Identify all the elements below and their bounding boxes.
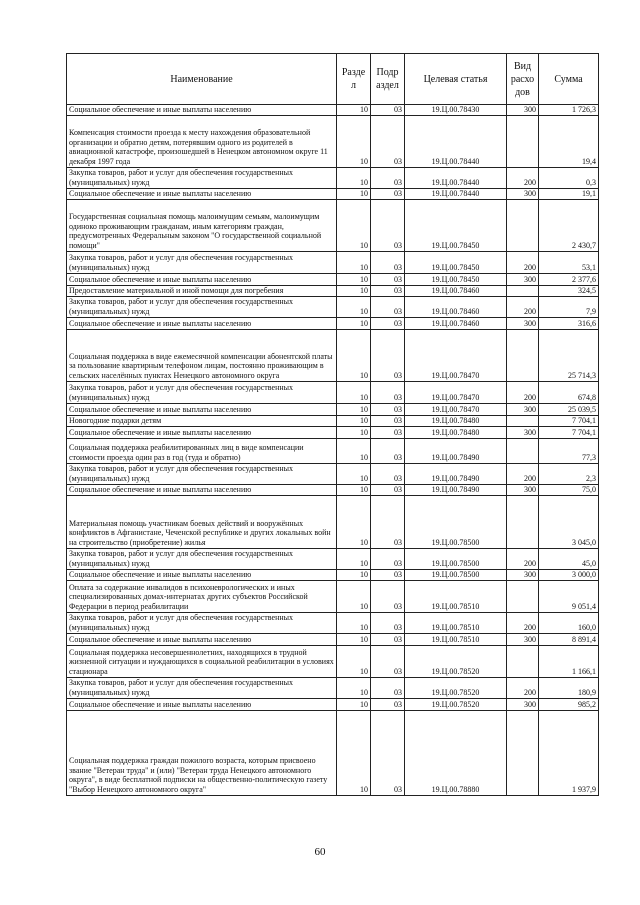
row-section: 10 [337, 580, 371, 612]
table-row [67, 612, 599, 633]
row-target-article: 19.Ц.00.78500 [405, 569, 507, 580]
row-target-article: 19.Ц.00.78520 [405, 698, 507, 710]
row-target-article: 19.Ц.00.78450 [405, 251, 507, 273]
table-row [67, 426, 599, 438]
row-expense-type: 300 [507, 426, 539, 438]
row-expense-type: 300 [507, 569, 539, 580]
row-amount: 985,2 [539, 698, 599, 710]
row-subsection: 03 [371, 317, 405, 329]
row-expense-type: 200 [507, 381, 539, 403]
table-row [67, 677, 599, 698]
row-amount: 324,5 [539, 285, 599, 296]
row-expense-type [507, 285, 539, 296]
row-expense-type [507, 115, 539, 167]
row-expense-type: 300 [507, 698, 539, 710]
row-amount: 9 051,4 [539, 580, 599, 612]
row-name: Закупка товаров, работ и услуг для обеспечения государственных (муниципальных) нужд [67, 296, 337, 317]
row-target-article: 19.Ц.00.78500 [405, 495, 507, 548]
row-section: 10 [337, 199, 371, 251]
row-name: Социальное обеспечение и иные выплаты населению [67, 188, 337, 199]
row-amount: 3 045,0 [539, 495, 599, 548]
header-amount: Сумма [539, 54, 599, 105]
row-target-article: 19.Ц.00.78520 [405, 677, 507, 698]
table-row [67, 296, 599, 317]
row-amount: 19,4 [539, 115, 599, 167]
row-amount: 8 891,4 [539, 633, 599, 645]
row-name: Новогодние подарки детям [67, 415, 337, 426]
row-expense-type: 200 [507, 463, 539, 484]
table-row [67, 188, 599, 199]
row-section: 10 [337, 426, 371, 438]
row-amount: 1 166,1 [539, 645, 599, 677]
row-section: 10 [337, 698, 371, 710]
row-name: Закупка товаров, работ и услуг для обеспечения государственных (муниципальных) нужд [67, 612, 337, 633]
table-row [67, 548, 599, 569]
table-row [67, 273, 599, 285]
row-section: 10 [337, 285, 371, 296]
row-subsection: 03 [371, 273, 405, 285]
row-subsection: 03 [371, 580, 405, 612]
row-name: Оплата за содержание инвалидов в психоневрологических и иных специализированных домах-интернатах других субъектов Российской Федерации в период реабилитации [67, 580, 337, 612]
row-target-article: 19.Ц.00.78510 [405, 633, 507, 645]
row-name: Государственная социальная помощь малоимущим семьям, малоимущим одиноко проживающим гражданам, иным категориям граждан, предусмотренных Федеральным законом "О государственной социальной помощи" [67, 199, 337, 251]
row-amount: 316,6 [539, 317, 599, 329]
row-subsection: 03 [371, 645, 405, 677]
row-target-article: 19.Ц.00.78470 [405, 403, 507, 415]
row-target-article: 19.Ц.00.78490 [405, 438, 507, 463]
table-row [67, 251, 599, 273]
row-name: Закупка товаров, работ и услуг для обеспечения государственных (муниципальных) нужд [67, 381, 337, 403]
row-section: 10 [337, 484, 371, 495]
row-expense-type: 300 [507, 273, 539, 285]
table-row [67, 633, 599, 645]
row-expense-type [507, 199, 539, 251]
row-target-article: 19.Ц.00.78520 [405, 645, 507, 677]
row-amount: 3 000,0 [539, 569, 599, 580]
row-section: 10 [337, 296, 371, 317]
row-section: 10 [337, 438, 371, 463]
row-expense-type: 200 [507, 548, 539, 569]
row-name: Материальная помощь участникам боевых действий и вооружённых конфликтов в Афганистане, Чеченской республике и других локальных войн на строительство (приобретение) жилья [67, 495, 337, 548]
row-amount: 180,9 [539, 677, 599, 698]
row-section: 10 [337, 251, 371, 273]
row-subsection: 03 [371, 633, 405, 645]
table-row [67, 199, 599, 251]
row-expense-type: 200 [507, 677, 539, 698]
row-amount: 2,3 [539, 463, 599, 484]
page-number: 60 [314, 846, 326, 858]
row-target-article: 19.Ц.00.78500 [405, 548, 507, 569]
row-name: Социальное обеспечение и иные выплаты населению [67, 426, 337, 438]
row-target-article: 19.Ц.00.78460 [405, 317, 507, 329]
table-row [67, 710, 599, 795]
row-subsection: 03 [371, 105, 405, 116]
row-section: 10 [337, 710, 371, 795]
row-name: Социальное обеспечение и иные выплаты населению [67, 317, 337, 329]
row-subsection: 03 [371, 403, 405, 415]
row-target-article: 19.Ц.00.78440 [405, 188, 507, 199]
row-subsection: 03 [371, 569, 405, 580]
row-subsection: 03 [371, 329, 405, 381]
table-row [67, 645, 599, 677]
table-row [67, 403, 599, 415]
header-target-article: Целевая статья [405, 54, 507, 105]
row-name: Компенсация стоимости проезда к месту нахождения образовательной организации и обратно детям, потерявшим одного из родителей в авиационной катастрофе, произошедшей в Ненецком автономном округе 11 декабря 1997 года [67, 115, 337, 167]
row-expense-type [507, 580, 539, 612]
row-target-article: 19.Ц.00.78450 [405, 199, 507, 251]
table-row [67, 484, 599, 495]
row-subsection: 03 [371, 463, 405, 484]
table-row [67, 167, 599, 188]
row-section: 10 [337, 463, 371, 484]
row-expense-type [507, 438, 539, 463]
row-section: 10 [337, 317, 371, 329]
row-name: Социальная поддержка в виде ежемесячной компенсации абонентской платы за пользование квартирным телефоном лицам, постоянно проживающим в сельских населённых пунктах Ненецкого автономного округа [67, 329, 337, 381]
row-amount: 25 714,3 [539, 329, 599, 381]
row-amount: 25 039,5 [539, 403, 599, 415]
row-subsection: 03 [371, 438, 405, 463]
row-expense-type [507, 329, 539, 381]
row-subsection: 03 [371, 495, 405, 548]
row-subsection: 03 [371, 710, 405, 795]
row-name: Закупка товаров, работ и услуг для обеспечения государственных (муниципальных) нужд [67, 167, 337, 188]
row-amount: 2 377,6 [539, 273, 599, 285]
row-amount: 7,9 [539, 296, 599, 317]
row-name: Социальное обеспечение и иные выплаты населению [67, 484, 337, 495]
row-target-article: 19.Ц.00.78480 [405, 426, 507, 438]
row-name: Социальное обеспечение и иные выплаты населению [67, 403, 337, 415]
table-body [67, 105, 599, 796]
row-target-article: 19.Ц.00.78480 [405, 415, 507, 426]
row-name: Предоставление материальной и иной помощи для погребения [67, 285, 337, 296]
row-amount: 1 937,9 [539, 710, 599, 795]
row-amount: 7 704,1 [539, 415, 599, 426]
row-target-article: 19.Ц.00.78440 [405, 115, 507, 167]
row-expense-type: 200 [507, 251, 539, 273]
row-expense-type: 300 [507, 403, 539, 415]
row-target-article: 19.Ц.00.78490 [405, 463, 507, 484]
row-name: Социальное обеспечение и иные выплаты населению [67, 105, 337, 116]
table-row [67, 569, 599, 580]
header-expense-type: Вид расхо дов [507, 54, 539, 105]
row-expense-type [507, 415, 539, 426]
row-target-article: 19.Ц.00.78510 [405, 580, 507, 612]
row-section: 10 [337, 381, 371, 403]
row-expense-type: 300 [507, 633, 539, 645]
table-row [67, 381, 599, 403]
row-amount: 7 704,1 [539, 426, 599, 438]
row-subsection: 03 [371, 285, 405, 296]
row-target-article: 19.Ц.00.78880 [405, 710, 507, 795]
row-section: 10 [337, 569, 371, 580]
row-section: 10 [337, 645, 371, 677]
row-amount: 75,0 [539, 484, 599, 495]
table-row [67, 463, 599, 484]
row-section: 10 [337, 188, 371, 199]
row-expense-type: 300 [507, 317, 539, 329]
row-name: Социальная поддержка граждан пожилого возраста, которым присвоено звание "Ветеран труда" и (или) "Ветеран труда Ненецкого автономного округа", в виде бесплатной подписки на общественно-политическую газету "Выбор Ненецкого автономного округа" [67, 710, 337, 795]
row-subsection: 03 [371, 199, 405, 251]
row-name: Закупка товаров, работ и услуг для обеспечения государственных (муниципальных) нужд [67, 677, 337, 698]
row-amount: 0,3 [539, 167, 599, 188]
row-name: Закупка товаров, работ и услуг для обеспечения государственных (муниципальных) нужд [67, 548, 337, 569]
row-subsection: 03 [371, 251, 405, 273]
row-amount: 674,8 [539, 381, 599, 403]
row-subsection: 03 [371, 115, 405, 167]
row-subsection: 03 [371, 296, 405, 317]
row-amount: 1 726,3 [539, 105, 599, 116]
table-row [67, 329, 599, 381]
row-target-article: 19.Ц.00.78470 [405, 329, 507, 381]
row-target-article: 19.Ц.00.78440 [405, 167, 507, 188]
row-amount: 45,0 [539, 548, 599, 569]
row-subsection: 03 [371, 381, 405, 403]
row-expense-type: 200 [507, 296, 539, 317]
row-target-article: 19.Ц.00.78490 [405, 484, 507, 495]
row-target-article: 19.Ц.00.78460 [405, 296, 507, 317]
row-name: Закупка товаров, работ и услуг для обеспечения государственных (муниципальных) нужд [67, 463, 337, 484]
row-section: 10 [337, 329, 371, 381]
table-header-row [67, 54, 599, 105]
row-expense-type: 300 [507, 105, 539, 116]
table-row [67, 285, 599, 296]
table-row [67, 698, 599, 710]
table-row [67, 438, 599, 463]
row-subsection: 03 [371, 426, 405, 438]
row-target-article: 19.Ц.00.78450 [405, 273, 507, 285]
row-section: 10 [337, 612, 371, 633]
row-target-article: 19.Ц.00.78460 [405, 285, 507, 296]
row-target-article: 19.Ц.00.78510 [405, 612, 507, 633]
row-subsection: 03 [371, 677, 405, 698]
row-section: 10 [337, 495, 371, 548]
row-section: 10 [337, 167, 371, 188]
row-section: 10 [337, 633, 371, 645]
table-row [67, 415, 599, 426]
row-section: 10 [337, 548, 371, 569]
budget-table [66, 53, 599, 796]
row-section: 10 [337, 273, 371, 285]
table-row [67, 317, 599, 329]
row-section: 10 [337, 115, 371, 167]
row-target-article: 19.Ц.00.78470 [405, 381, 507, 403]
row-subsection: 03 [371, 167, 405, 188]
row-name: Социальная поддержка реабилитированных лиц в виде компенсации стоимости проезда один раз в год (туда и обратно) [67, 438, 337, 463]
row-expense-type [507, 495, 539, 548]
row-expense-type [507, 645, 539, 677]
row-subsection: 03 [371, 484, 405, 495]
table-row [67, 580, 599, 612]
row-expense-type: 200 [507, 612, 539, 633]
table-row [67, 495, 599, 548]
header-name: Наименование [67, 54, 337, 105]
row-expense-type [507, 710, 539, 795]
row-amount: 19,1 [539, 188, 599, 199]
table-row [67, 115, 599, 167]
row-expense-type: 300 [507, 484, 539, 495]
row-target-article: 19.Ц.00.78430 [405, 105, 507, 116]
row-name: Социальная поддержка несовершеннолетних, находящихся в трудной жизненной ситуации и нуждающихся в социальной реабилитации в условиях стационара [67, 645, 337, 677]
row-section: 10 [337, 677, 371, 698]
row-amount: 160,0 [539, 612, 599, 633]
row-expense-type: 300 [507, 188, 539, 199]
row-section: 10 [337, 105, 371, 116]
row-expense-type: 200 [507, 167, 539, 188]
row-section: 10 [337, 415, 371, 426]
row-subsection: 03 [371, 698, 405, 710]
row-subsection: 03 [371, 188, 405, 199]
row-name: Социальное обеспечение и иные выплаты населению [67, 273, 337, 285]
header-subsection: Подр аздел [371, 54, 405, 105]
row-name: Закупка товаров, работ и услуг для обеспечения государственных (муниципальных) нужд [67, 251, 337, 273]
row-amount: 2 430,7 [539, 199, 599, 251]
row-name: Социальное обеспечение и иные выплаты населению [67, 569, 337, 580]
row-name: Социальное обеспечение и иные выплаты населению [67, 698, 337, 710]
table-row [67, 105, 599, 116]
row-subsection: 03 [371, 548, 405, 569]
row-name: Социальное обеспечение и иные выплаты населению [67, 633, 337, 645]
row-section: 10 [337, 403, 371, 415]
row-subsection: 03 [371, 415, 405, 426]
row-amount: 77,3 [539, 438, 599, 463]
row-subsection: 03 [371, 612, 405, 633]
header-section: Разде л [337, 54, 371, 105]
row-amount: 53,1 [539, 251, 599, 273]
